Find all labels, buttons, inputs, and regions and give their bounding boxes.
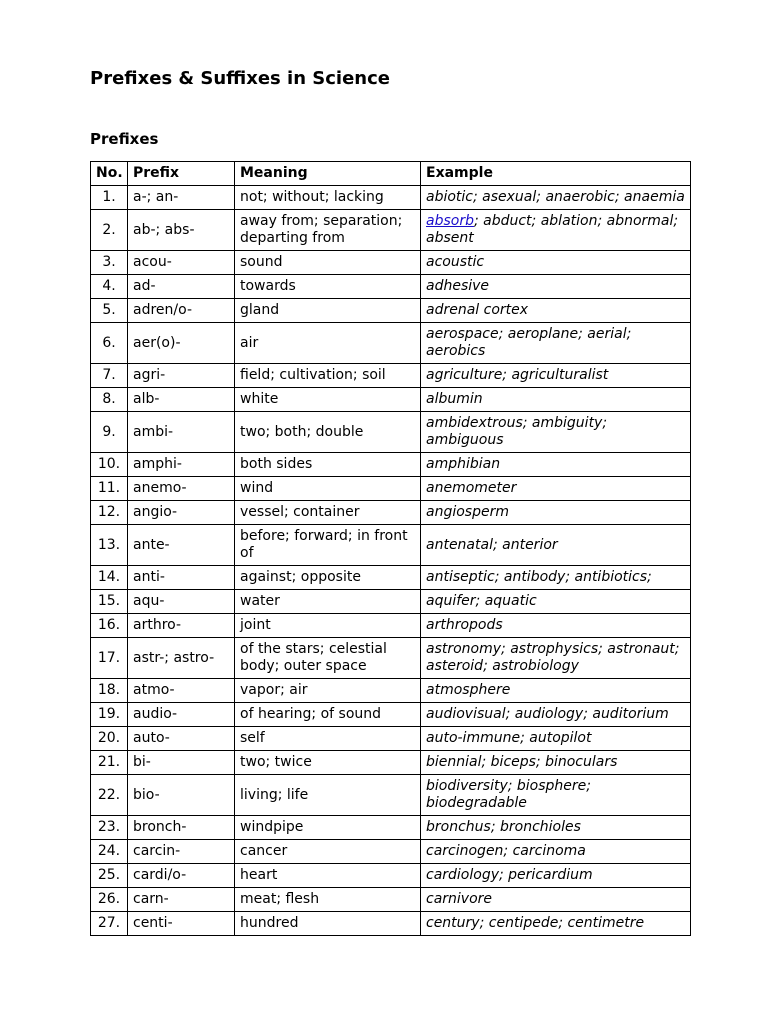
cell-no: 10. xyxy=(91,453,128,477)
cell-example: carnivore xyxy=(421,888,691,912)
cell-example: biodiversity; biosphere; biodegradable xyxy=(421,775,691,816)
table-row xyxy=(91,388,691,412)
cell-meaning: wind xyxy=(235,477,421,501)
cell-meaning: towards xyxy=(235,275,421,299)
cell-prefix: ad- xyxy=(128,275,235,299)
table-row xyxy=(91,703,691,727)
header-example: Example xyxy=(421,162,691,186)
cell-no: 20. xyxy=(91,727,128,751)
cell-meaning: sound xyxy=(235,251,421,275)
cell-example: cardiology; pericardium xyxy=(421,864,691,888)
cell-no: 21. xyxy=(91,751,128,775)
cell-prefix: bi- xyxy=(128,751,235,775)
cell-meaning: living; life xyxy=(235,775,421,816)
cell-example: astronomy; astrophysics; astronaut; asteroid; astrobiology xyxy=(421,638,691,679)
cell-meaning: hundred xyxy=(235,912,421,936)
cell-example: antiseptic; antibody; antibiotics; xyxy=(421,566,691,590)
page-title: Prefixes & Suffixes in Science xyxy=(90,68,390,89)
cell-example: atmosphere xyxy=(421,679,691,703)
cell-example: arthropods xyxy=(421,614,691,638)
cell-meaning: against; opposite xyxy=(235,566,421,590)
table-row xyxy=(91,477,691,501)
cell-no: 18. xyxy=(91,679,128,703)
cell-meaning: white xyxy=(235,388,421,412)
cell-prefix: astr-; astro- xyxy=(128,638,235,679)
cell-example: amphibian xyxy=(421,453,691,477)
cell-no: 27. xyxy=(91,912,128,936)
table-row xyxy=(91,816,691,840)
cell-meaning: cancer xyxy=(235,840,421,864)
table-row xyxy=(91,727,691,751)
table-body xyxy=(91,186,691,936)
cell-prefix: auto- xyxy=(128,727,235,751)
cell-example: acoustic xyxy=(421,251,691,275)
cell-prefix: alb- xyxy=(128,388,235,412)
cell-no: 13. xyxy=(91,525,128,566)
cell-example: century; centipede; centimetre xyxy=(421,912,691,936)
cell-prefix: aer(o)- xyxy=(128,323,235,364)
cell-prefix: arthro- xyxy=(128,614,235,638)
cell-prefix: angio- xyxy=(128,501,235,525)
cell-example: agriculture; agriculturalist xyxy=(421,364,691,388)
cell-meaning: joint xyxy=(235,614,421,638)
cell-no: 6. xyxy=(91,323,128,364)
cell-meaning: two; twice xyxy=(235,751,421,775)
table-row xyxy=(91,638,691,679)
cell-meaning: field; cultivation; soil xyxy=(235,364,421,388)
table-row xyxy=(91,679,691,703)
table-row xyxy=(91,525,691,566)
cell-prefix: aqu- xyxy=(128,590,235,614)
table-row xyxy=(91,590,691,614)
cell-example: audiovisual; audiology; auditorium xyxy=(421,703,691,727)
cell-no: 8. xyxy=(91,388,128,412)
cell-prefix: anti- xyxy=(128,566,235,590)
cell-no: 24. xyxy=(91,840,128,864)
cell-no: 22. xyxy=(91,775,128,816)
cell-prefix: ab-; abs- xyxy=(128,210,235,251)
cell-example: biennial; biceps; binoculars xyxy=(421,751,691,775)
cell-prefix: cardi/o- xyxy=(128,864,235,888)
cell-meaning: air xyxy=(235,323,421,364)
cell-prefix: anemo- xyxy=(128,477,235,501)
cell-meaning: self xyxy=(235,727,421,751)
table-row xyxy=(91,614,691,638)
cell-no: 7. xyxy=(91,364,128,388)
cell-example: adhesive xyxy=(421,275,691,299)
cell-no: 15. xyxy=(91,590,128,614)
table-row xyxy=(91,775,691,816)
table-row xyxy=(91,566,691,590)
cell-prefix: acou- xyxy=(128,251,235,275)
cell-meaning: windpipe xyxy=(235,816,421,840)
cell-example xyxy=(421,210,691,251)
table-row xyxy=(91,751,691,775)
prefix-table xyxy=(90,161,691,936)
cell-no: 17. xyxy=(91,638,128,679)
cell-example: bronchus; bronchioles xyxy=(421,816,691,840)
table-row xyxy=(91,912,691,936)
cell-no: 5. xyxy=(91,299,128,323)
cell-example: aerospace; aeroplane; aerial; aerobics xyxy=(421,323,691,364)
cell-prefix: carcin- xyxy=(128,840,235,864)
cell-no: 2. xyxy=(91,210,128,251)
table-row xyxy=(91,299,691,323)
cell-meaning: water xyxy=(235,590,421,614)
cell-example: auto-immune; autopilot xyxy=(421,727,691,751)
section-title-prefixes: Prefixes xyxy=(90,130,159,148)
table-row xyxy=(91,364,691,388)
cell-prefix: a-; an- xyxy=(128,186,235,210)
cell-no: 3. xyxy=(91,251,128,275)
header-no: No. xyxy=(91,162,128,186)
cell-prefix: atmo- xyxy=(128,679,235,703)
cell-example: abiotic; asexual; anaerobic; anaemia xyxy=(421,186,691,210)
cell-meaning: meat; flesh xyxy=(235,888,421,912)
table-row xyxy=(91,864,691,888)
cell-meaning: of hearing; of sound xyxy=(235,703,421,727)
table-row xyxy=(91,251,691,275)
table-header-row xyxy=(91,162,691,186)
cell-no: 9. xyxy=(91,412,128,453)
table-row xyxy=(91,323,691,364)
example-link[interactable]: absorb xyxy=(426,213,474,229)
table-row xyxy=(91,186,691,210)
cell-prefix: agri- xyxy=(128,364,235,388)
cell-example: albumin xyxy=(421,388,691,412)
example-text: ; abduct; ablation; abnormal; absent xyxy=(426,213,679,246)
cell-prefix: carn- xyxy=(128,888,235,912)
cell-no: 11. xyxy=(91,477,128,501)
cell-no: 14. xyxy=(91,566,128,590)
cell-no: 1. xyxy=(91,186,128,210)
cell-meaning: both sides xyxy=(235,453,421,477)
cell-meaning: before; forward; in front of xyxy=(235,525,421,566)
cell-example: carcinogen; carcinoma xyxy=(421,840,691,864)
table-row xyxy=(91,210,691,251)
cell-example: anemometer xyxy=(421,477,691,501)
cell-prefix: amphi- xyxy=(128,453,235,477)
cell-example: ambidextrous; ambiguity; ambiguous xyxy=(421,412,691,453)
cell-prefix: adren/o- xyxy=(128,299,235,323)
cell-example: adrenal cortex xyxy=(421,299,691,323)
cell-no: 4. xyxy=(91,275,128,299)
cell-no: 25. xyxy=(91,864,128,888)
table-row xyxy=(91,453,691,477)
table-row xyxy=(91,501,691,525)
cell-example: aquifer; aquatic xyxy=(421,590,691,614)
cell-no: 12. xyxy=(91,501,128,525)
header-prefix: Prefix xyxy=(128,162,235,186)
table-row xyxy=(91,275,691,299)
cell-no: 16. xyxy=(91,614,128,638)
table-row xyxy=(91,888,691,912)
cell-no: 26. xyxy=(91,888,128,912)
cell-meaning: vapor; air xyxy=(235,679,421,703)
cell-no: 19. xyxy=(91,703,128,727)
table-row xyxy=(91,412,691,453)
cell-prefix: bronch- xyxy=(128,816,235,840)
header-meaning: Meaning xyxy=(235,162,421,186)
cell-no: 23. xyxy=(91,816,128,840)
cell-meaning: of the stars; celestial body; outer space xyxy=(235,638,421,679)
table-row xyxy=(91,840,691,864)
cell-prefix: bio- xyxy=(128,775,235,816)
cell-meaning: away from; separation; departing from xyxy=(235,210,421,251)
cell-prefix: centi- xyxy=(128,912,235,936)
cell-meaning: gland xyxy=(235,299,421,323)
cell-meaning: not; without; lacking xyxy=(235,186,421,210)
cell-example: angiosperm xyxy=(421,501,691,525)
cell-meaning: heart xyxy=(235,864,421,888)
cell-meaning: vessel; container xyxy=(235,501,421,525)
cell-example: antenatal; anterior xyxy=(421,525,691,566)
cell-meaning: two; both; double xyxy=(235,412,421,453)
cell-prefix: audio- xyxy=(128,703,235,727)
cell-prefix: ante- xyxy=(128,525,235,566)
cell-prefix: ambi- xyxy=(128,412,235,453)
